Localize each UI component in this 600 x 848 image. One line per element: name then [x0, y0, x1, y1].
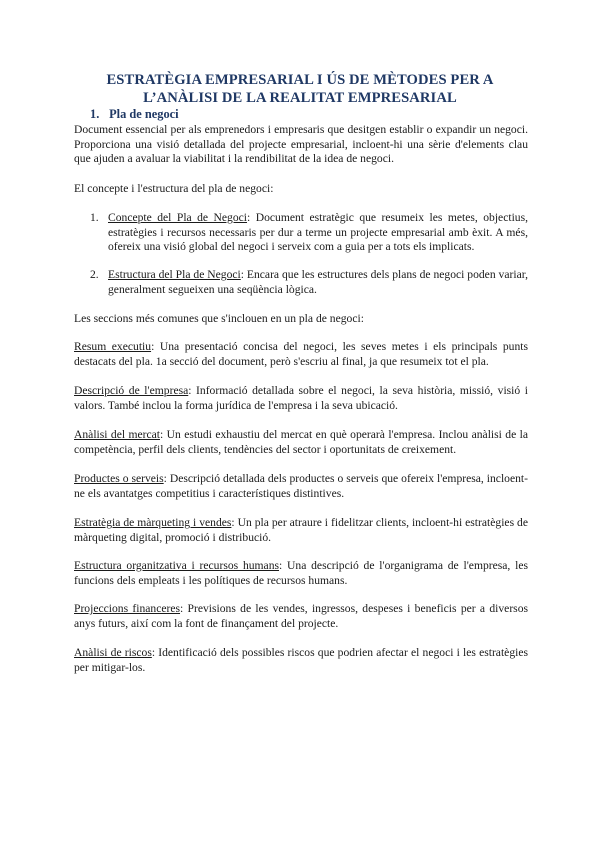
section-entry	[74, 602, 528, 631]
section-entry-text: : Informació detallada sobre el negoci, la seva història, missió, visió i valors. També inclou la forma jurídica de l'empresa i la seva ubicació.	[74, 384, 528, 412]
section-entry	[74, 559, 528, 588]
list-term: Estructura del Pla de Negoci	[108, 268, 241, 281]
section-entry	[74, 516, 528, 545]
section-entry-text: : Identificació dels possibles riscos que podrien afectar el negoci i les estratègies per mitigar-los.	[74, 646, 528, 674]
section-entry	[74, 646, 528, 675]
list-item	[90, 268, 529, 297]
list-item	[90, 211, 528, 255]
list-text: : Encara que les estructures dels plans de negoci poden variar, generalment segueixen una seqüència lògica.	[108, 268, 529, 296]
list-marker: 2.	[90, 268, 99, 281]
section-entry-text: : Un estudi exhaustiu del mercat en què operarà l'empresa. Inclou anàlisi de la competència, perfil dels clients, tendències del sector i oportunitats de creixement.	[74, 428, 528, 456]
section-entry-text: : Previsions de les vendes, ingressos, despeses i beneficis per a diversos anys futurs, així com la font de finançament del projecte.	[74, 602, 529, 630]
section-number: 1.	[90, 107, 100, 121]
title-line-1: ESTRATÈGIA EMPRESARIAL I ÚS DE MÈTODES PER A	[106, 72, 494, 88]
title-line-2: L’ANÀLISI DE LA REALITAT EMPRESARIAL	[143, 90, 457, 106]
section-entry-term: Anàlisi del mercat	[74, 428, 161, 441]
section-heading	[90, 107, 179, 122]
section-entry-term: Projeccions financeres	[74, 602, 181, 615]
section-entry	[74, 472, 528, 501]
sections-lead: Les seccions més comunes que s'inclouen en un pla de negoci:	[74, 312, 364, 325]
section-entry-term: Resum executiu	[74, 340, 152, 353]
list-text: : Document estratègic que resumeix les metes, objectius, estratègies i recursos necessaris per dur a terme un projecte empresarial amb èxit. A més, ofereix una visió global del negoci i serveix com a guia per a tots els implicats.	[108, 211, 528, 254]
section-entry	[74, 428, 528, 457]
section-entry-term: Anàlisi de riscos	[74, 646, 152, 659]
section-entry-term: Productes o serveis	[74, 472, 164, 485]
document-title	[70, 71, 530, 107]
section-entry-term: Estratègia de màrqueting i vendes	[74, 516, 232, 529]
section-entry	[74, 340, 528, 369]
section-entry-term: Descripció de l'empresa	[74, 384, 189, 397]
section-entry-text: : Una presentació concisa del negoci, les seves metes i els principals punts destacats del pla. 1a secció del document, però s'escriu al final, ja que resumeix tot el pla.	[74, 340, 529, 368]
list-marker: 1.	[90, 211, 99, 224]
intro-paragraph: Document essencial per als emprenedors i empresaris que desitgen establir o expandir un negoci. Proporciona una visió detallada del projecte empresarial, incloent-hi una sèrie d'elements clau que ajuden a avaluar la viabilitat i la rendibilitat de la idea de negoci.	[74, 123, 528, 166]
section-entry-term: Estructura organitzativa i recursos humans	[74, 559, 280, 572]
section-entry-text: : Una descripció de l'organigrama de l'empresa, les funcions dels empleats i les polítiques de recursos humans.	[74, 559, 528, 587]
list-term: Concepte del Pla de Negoci	[108, 211, 248, 224]
section-entry-text: : Descripció detallada dels productes o serveis que ofereix l'empresa, incloent-ne els avantatges competitius i característiques distintives.	[74, 472, 528, 500]
section-entry	[74, 384, 528, 413]
section-title: Pla de negoci	[109, 107, 179, 121]
section-entry-text: : Un pla per atraure i fidelitzar clients, incloent-hi estratègies de màrqueting digital, promoció i distribució.	[74, 516, 528, 544]
concept-lead: El concepte i l'estructura del pla de negoci:	[74, 182, 274, 195]
